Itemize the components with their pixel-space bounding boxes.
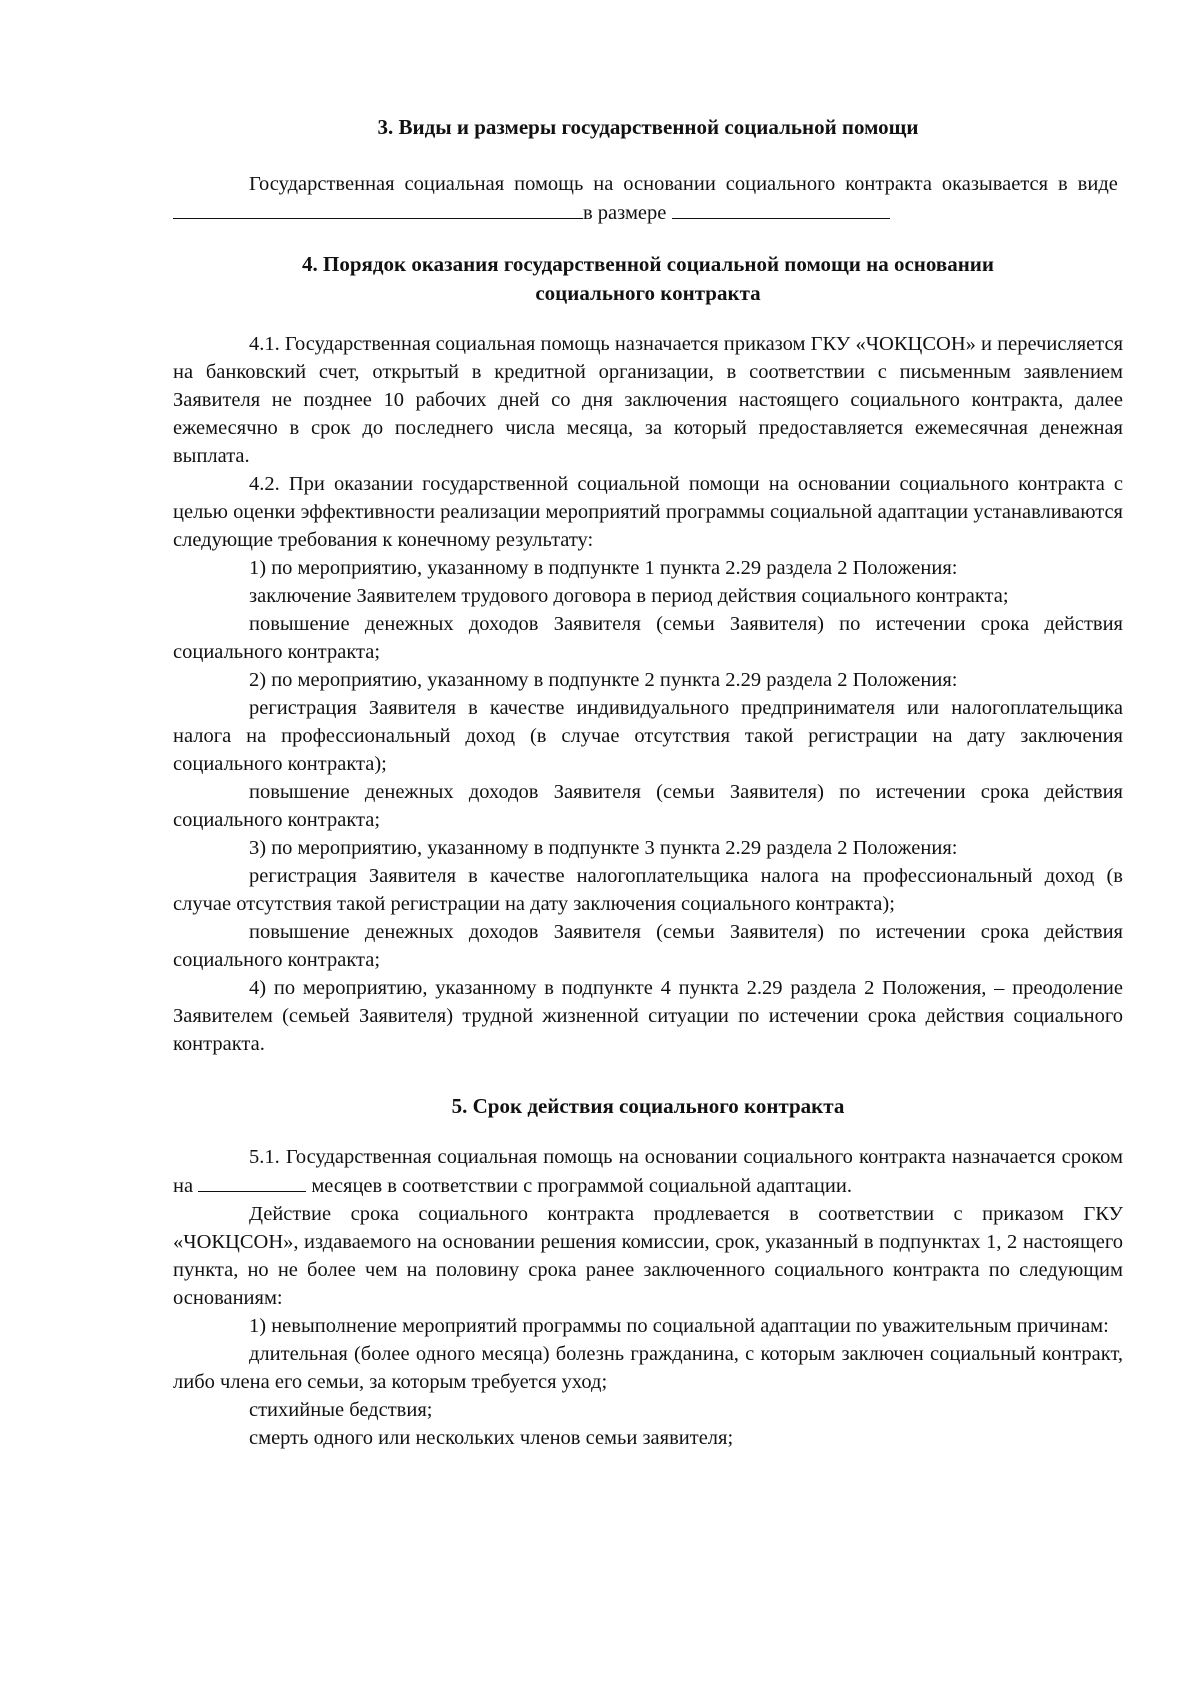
list-item: стихийные бедствия; xyxy=(249,1399,433,1421)
section-5-heading: 5. Срок действия социального контракта xyxy=(451,1094,845,1118)
section-4-heading-line-1: 4. Порядок оказания государственной социальной помощи на основании xyxy=(302,252,994,276)
paragraph-5-extension: Действие срока социального контракта продлевается в соответствии с приказом ГКУ «ЧОКЦСОН», издаваемого на основании решения комиссии, срок, указанный в подпунктах 1, 2 настоящего пункта, но не более чем на половину срока ранее заключенного социального контракта по следующим основаниям: xyxy=(173,1203,1123,1309)
list-item: 1) по мероприятию, указанному в подпункте 1 пункта 2.29 раздела 2 Положения: xyxy=(249,557,958,579)
amount-label: в размере xyxy=(583,202,667,224)
paragraph-5-1-text-after: месяцев в соответствии с программой социальной адаптации. xyxy=(311,1175,852,1197)
months-blank xyxy=(198,1171,306,1192)
paragraph-4-1: 4.1. Государственная социальная помощь назначается приказом ГКУ «ЧОКЦСОН» и перечисляется на банковский счет, открытый в кредитной организации, в соответствии с письменным заявлением Заявителя не позднее 10 рабочих дней со дня заключения настоящего социального контракта, далее ежемесячно в срок до последнего числа месяца, за который предоставляется ежемесячная денежная выплата. xyxy=(173,333,1123,467)
list-item: повышение денежных доходов Заявителя (семьи Заявителя) по истечении срока действия социального контракта; xyxy=(173,781,1123,831)
assistance-type-blank xyxy=(173,198,583,219)
list-item: смерть одного или нескольких членов семьи заявителя; xyxy=(249,1427,734,1449)
list-item: длительная (более одного месяца) болезнь гражданина, с которым заключен социальный контракт, либо члена его семьи, за которым требуется уход; xyxy=(173,1343,1123,1393)
list-item: 4) по мероприятию, указанному в подпункте 4 пункта 2.29 раздела 2 Положения, – преодоление Заявителем (семьей Заявителя) трудной жизненной ситуации по истечении срока действия социального контракта. xyxy=(173,977,1123,1055)
paragraph-5-1-text-before: 5.1. Государственная социальная помощь на основании социального контракта назначается сроком на xyxy=(173,1146,1123,1197)
section-4-heading-line-2: социального контракта xyxy=(535,281,761,305)
list-item: повышение денежных доходов Заявителя (семьи Заявителя) по истечении срока действия социального контракта; xyxy=(173,613,1123,663)
list-item: регистрация Заявителя в качестве индивидуального предпринимателя или налогоплательщика налога на профессиональный доход (в случае отсутствия такой регистрации на дату заключения социального контракта); xyxy=(173,697,1123,775)
list-item: 1) невыполнение мероприятий программы по социальной адаптации по уважительным причинам: xyxy=(249,1315,1109,1337)
section-3-paragraph xyxy=(173,170,1123,227)
section-4-body xyxy=(173,330,1123,1058)
paragraph-5-1 xyxy=(173,1143,1123,1200)
document-body xyxy=(173,113,1123,1452)
list-item: 3) по мероприятию, указанному в подпункте 3 пункта 2.29 раздела 2 Положения: xyxy=(249,837,958,859)
list-item: повышение денежных доходов Заявителя (семьи Заявителя) по истечении срока действия социального контракта; xyxy=(173,921,1123,971)
assistance-amount-blank xyxy=(672,198,890,219)
section-3-text: Государственная социальная помощь на основании социального контракта оказывается в виде xyxy=(249,173,1118,195)
list-item: заключение Заявителем трудового договора в период действия социального контракта; xyxy=(249,585,1009,607)
paragraph-4-2: 4.2. При оказании государственной социальной помощи на основании социального контракта с целью оценки эффективности реализации мероприятий программы социальной адаптации устанавливаются следующие требования к конечному результату: xyxy=(173,473,1123,551)
list-item: регистрация Заявителя в качестве налогоплательщика налога на профессиональный доход (в случае отсутствия такой регистрации на дату заключения социального контракта); xyxy=(173,865,1123,915)
list-item: 2) по мероприятию, указанному в подпункте 2 пункта 2.29 раздела 2 Положения: xyxy=(249,669,958,691)
section-3-heading: 3. Виды и размеры государственной социальной помощи xyxy=(377,115,919,139)
